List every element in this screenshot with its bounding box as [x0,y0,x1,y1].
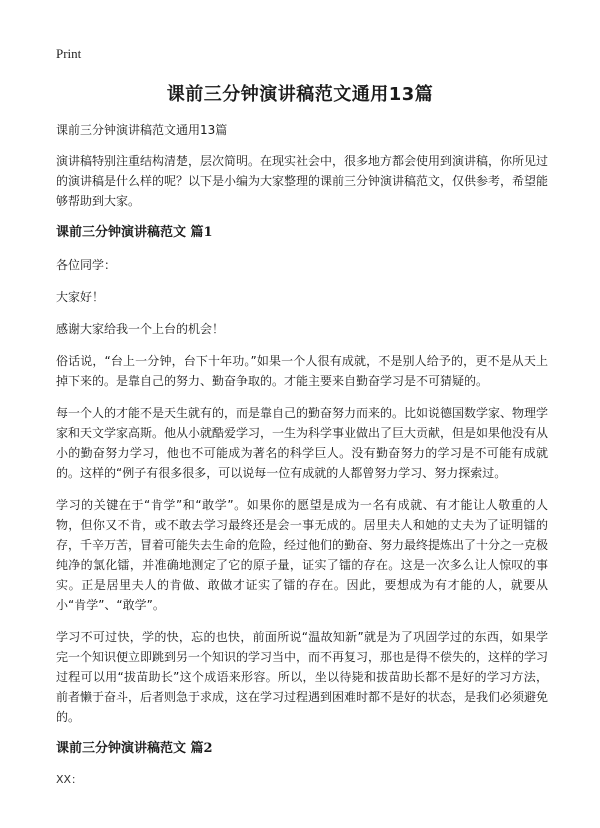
page-title: 课前三分钟演讲稿范文通用13篇 [166,84,434,105]
paragraph: 俗话说，“台上一分钟，台下十年功。”如果一个人很有成就，不是别人给予的，更不是从天上掉下来的。是靠自己的努力、勤奋争取的。才能主要来自勤奋学习是不可猜疑的。 [56,354,548,388]
intro-paragraph: 演讲稿特别注重结构清楚，层次简明。在现实社会中，很多地方都会使用到演讲稿，你所见过的演讲稿是什么样的呢？以下是小编为大家整理的课前三分钟演讲稿范文，仅供参考，希望能够帮助到大家。 [56,154,549,208]
salutation-line: XX： [56,773,83,786]
section-heading-2: 课前三分钟演讲稿范文 篇2 [56,741,213,756]
paragraph: 学习的关键在于“肯学”和“敢学”。如果你的愿望是成为一名有成就、有才能让人敬重的人物，但你又不肯，或不敢去学习最终还是会一事无成的。居里夫人和她的丈夫为了证明镭的存，千辛万苦，冒着可能失去生命的危险，经过他们的勤奋、努力最终提炼出了十分之一克极纯净的氯化镭，并准确地测定了它的原子量，证实了镭的存在。这是一次多么让人惊叹的事实。正是居里夫人的肯做、敢做才证实了镭的存在。因此，要想成为有才能的人，就要从小“肯学”、“敢学”。 [56,498,549,612]
paragraph: 每一个人的才能不是天生就有的，而是靠自己的勤奋努力而来的。比如说德国数学家、物理学家和天文学家高斯。他从小就酷爱学习，一生为科学事业做出了巨大贡献，但是如果他没有从小的勤奋努力学习，他也不可能成为著名的科学巨人。没有勤奋努力的学习是不可能有成就的。这样的“例子有很多很多，可以说每一位有成就的人都曾努力学习、努力探索过。 [56,406,549,480]
paragraph: 学习不可过快，学的快，忘的也快，前面所说“温故知新”就是为了巩固学过的东西，如果学完一个知识便立即跳到另一个知识的学习当中，而不再复习，那也是得不偿失的，这样的学习过程可以用“拔苗助长”这个成语来形容。所以，坐以待毙和拔苗助长都不是好的学习方法，前者懒于奋斗，后者则急于求成，这在学习过程遇到困难时都不是好的状态，是我们必须避免的。 [56,630,549,724]
document-subtitle: 课前三分钟演讲稿范文通用13篇 [56,123,228,137]
document-body [56,120,548,789]
section-heading-1: 课前三分钟演讲稿范文 篇1 [56,225,213,240]
print-link[interactable]: Print [56,46,82,61]
paragraph: 感谢大家给我一个上台的机会！ [56,322,225,336]
paragraph: 大家好！ [56,290,105,304]
paragraph: 各位同学： [56,258,117,272]
